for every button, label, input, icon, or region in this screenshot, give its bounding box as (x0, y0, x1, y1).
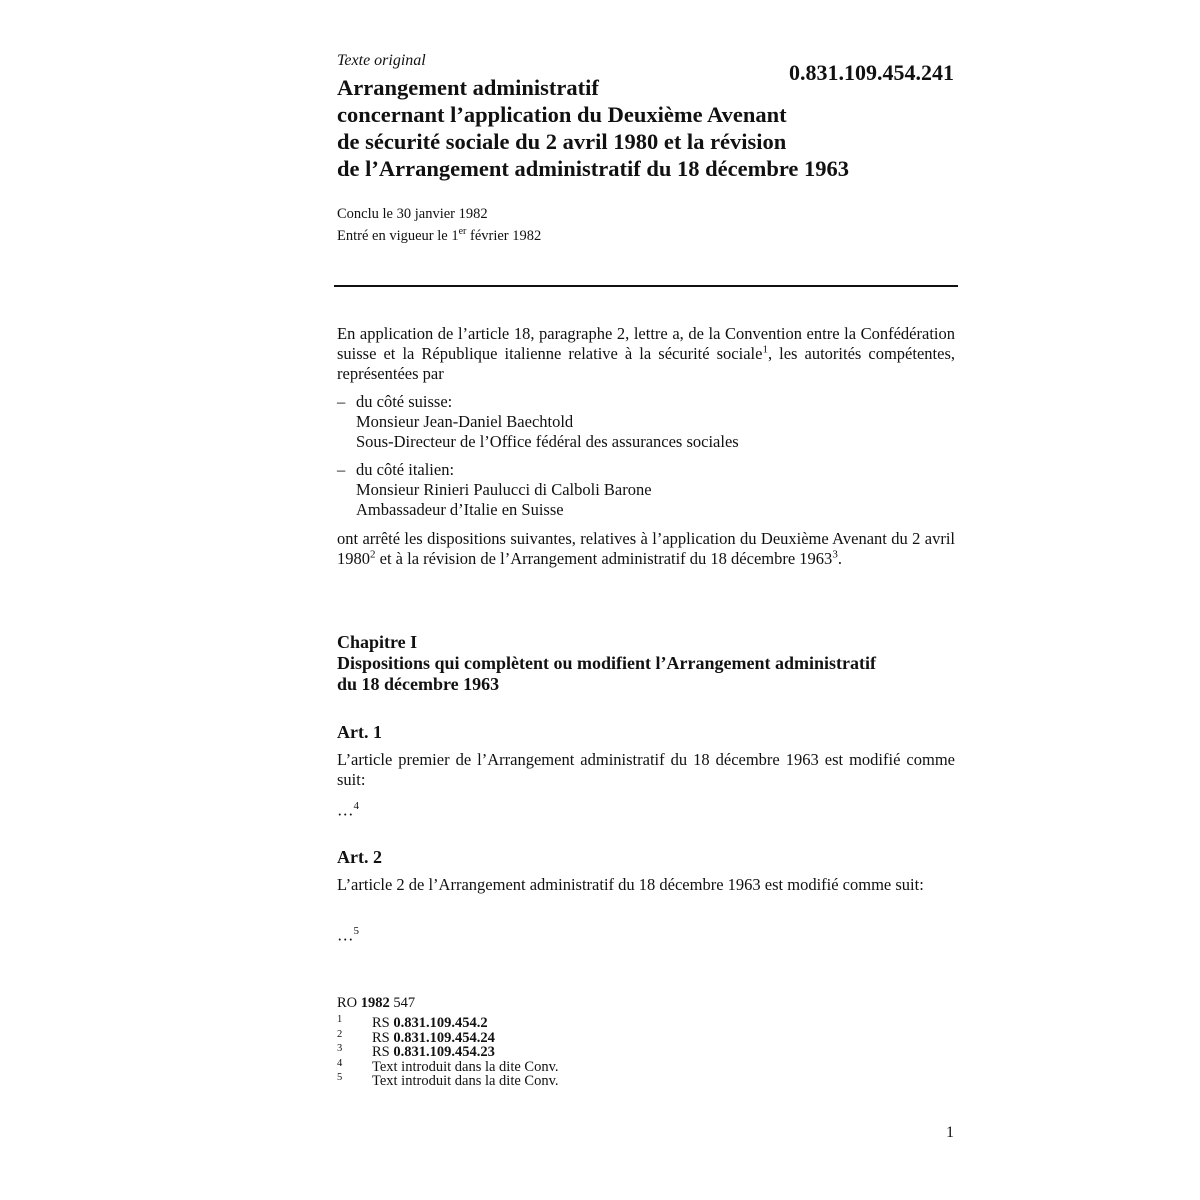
footnote-number: 5 (337, 1072, 343, 1083)
title-line: concernant l’application du Deuxième Avenant (337, 102, 787, 127)
entry-into-force-date (337, 223, 541, 245)
entry-superscript: er (458, 226, 467, 237)
article-2-title: Art. 2 (337, 847, 382, 867)
footnote-text (372, 1016, 488, 1031)
footnote-number: 2 (337, 1028, 343, 1040)
original-text-label: Texte original (337, 52, 426, 69)
footnote-ref[interactable]: 0.831.109.454.2 (393, 1015, 488, 1031)
swiss-representative (337, 392, 955, 452)
intro-text: En application de l’article 18, paragraphe 2, lettre a, de la Convention entre la Confédération suisse et la République italienne relative à la sécurité sociale (337, 324, 955, 363)
document-number: 0.831.109.454.241 (789, 60, 954, 85)
article-2-text: L’article 2 de l’Arrangement administratif du 18 décembre 1963 est modifié comme suit: (337, 875, 924, 894)
italian-name: Monsieur Rinieri Paulucci di Calboli Barone (356, 480, 652, 499)
entry-prefix: Entré en vigueur le 1 (337, 227, 459, 244)
footnote-ref-5[interactable]: 5 (353, 925, 359, 937)
footnote-prefix: RS (372, 1044, 394, 1060)
ro-reference (337, 995, 415, 1012)
footnote-text (372, 1031, 495, 1046)
footnote-ref-2[interactable]: 2 (370, 548, 376, 561)
footnote-text: Text introduit dans la dite Conv. (372, 1073, 559, 1089)
article-1-title: Art. 1 (337, 722, 382, 742)
title-line: de l’Arrangement administratif du 18 décembre 1963 (337, 156, 850, 181)
entry-suffix: février 1982 (466, 227, 542, 244)
footnote-ref[interactable]: 0.831.109.454.23 (393, 1044, 495, 1060)
closing-text-c: . (837, 549, 842, 568)
ellipsis: … (337, 925, 354, 945)
footnote-prefix: RS (372, 1015, 394, 1031)
conclusion-dates (337, 206, 541, 245)
ellipsis: … (337, 800, 354, 820)
footnote-ref-4[interactable]: 4 (353, 800, 359, 812)
preamble-closing (337, 529, 955, 569)
concluded-date: Conclu le 30 janvier 1982 (337, 206, 488, 222)
footnote-prefix: RS (372, 1029, 394, 1046)
footnote-text: Text introduit dans la dite Conv. (372, 1058, 559, 1075)
swiss-name: Monsieur Jean-Daniel Baechtold (356, 412, 574, 431)
footnote-number: 3 (337, 1043, 343, 1054)
dash-marker: – (337, 392, 346, 411)
chapter-heading (337, 632, 957, 695)
footnote-ref[interactable]: 0.831.109.454.24 (393, 1029, 495, 1046)
preamble-intro (337, 324, 955, 384)
chapter-title-line: du 18 décembre 1963 (337, 674, 500, 694)
ro-prefix: RO (337, 995, 361, 1011)
ro-page: 547 (389, 995, 416, 1011)
ro-year: 1982 (360, 995, 390, 1011)
title-line: de sécurité sociale du 2 avril 1980 et la révision (337, 129, 787, 154)
italian-role: Ambassadeur d’Italie en Suisse (356, 500, 564, 519)
intro-end-text: , les autorités compétentes, représentées par (337, 344, 955, 383)
swiss-role: Sous-Directeur de l’Office fédéral des assurances sociales (356, 432, 739, 451)
article-1-ellipsis (337, 800, 359, 821)
footnote-number: 1 (337, 1014, 343, 1025)
closing-text-b: et à la révision de l’Arrangement administratif du 18 décembre 1963 (375, 549, 833, 568)
chapter-title-line: Dispositions qui complètent ou modifient l’Arrangement administratif (337, 653, 876, 673)
footnote-number: 4 (337, 1057, 343, 1069)
dash-marker: – (337, 460, 346, 479)
document-title (337, 74, 937, 182)
italian-label: du côté italien: (356, 460, 455, 479)
footnote-text (372, 1045, 495, 1060)
page-number: 1 (946, 1124, 954, 1141)
header-divider (334, 285, 958, 287)
chapter-number: Chapitre I (337, 632, 418, 652)
footnote-ref-3[interactable]: 3 (832, 548, 838, 561)
article-1-text: L’article premier de l’Arrangement administratif du 18 décembre 1963 est modifié comme suit: (337, 750, 955, 789)
footnote-ref-1[interactable]: 1 (762, 343, 768, 356)
italian-representative (337, 460, 955, 520)
swiss-label: du côté suisse: (356, 392, 453, 411)
closing-text-a: ont arrêté les dispositions suivantes, relatives à l’application du Deuxième Avenant du 2 avril 1980 (337, 529, 955, 568)
title-line: Arrangement administratif (337, 75, 599, 100)
article-2-ellipsis (337, 925, 359, 946)
